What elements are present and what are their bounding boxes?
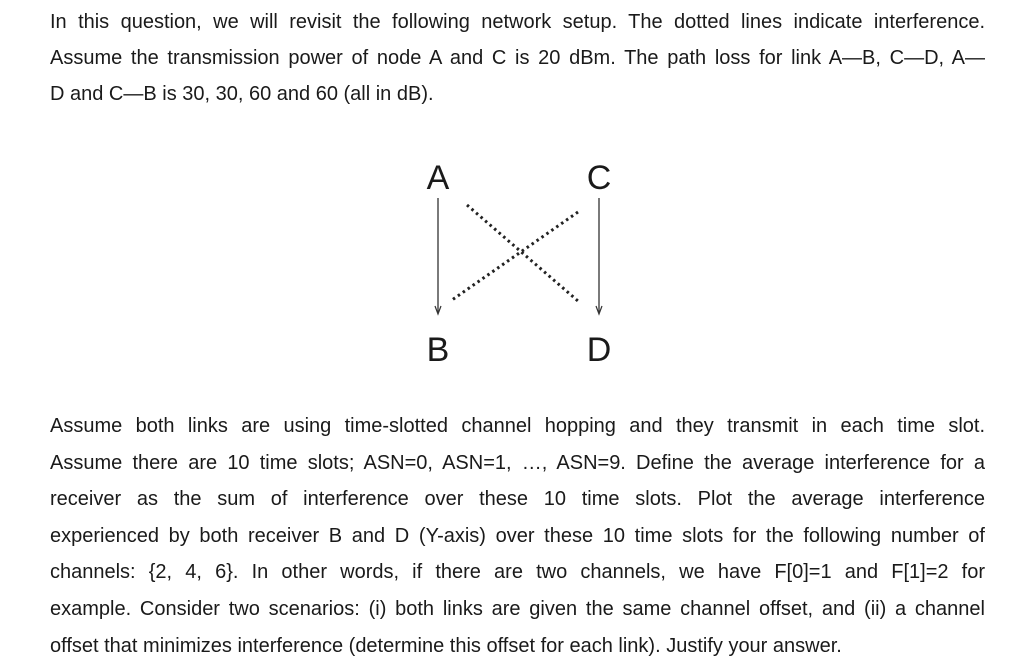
intro-paragraph [50, 4, 985, 112]
interference-a-d [467, 205, 578, 301]
link-a-b-arrowhead [435, 306, 441, 314]
question-line-4: experienced by both receiver B and D (Y-axis) over these 10 time slots for the following number of [50, 524, 985, 547]
intro-line-2: Assume the transmission power of node A and C is 20 dBm. The path loss for link A—B, C—D, A— [50, 47, 985, 69]
node-a-label: A [426, 159, 450, 197]
node-b-label: B [426, 331, 450, 369]
question-line-6: example. Consider two scenarios: (i) both links are given the same channel offset, and (ii) a channel [50, 597, 985, 620]
question-line-5: channels: {2, 4, 6}. In other words, if there are two channels, we have F[0]=1 and F[1]=2 for [50, 561, 985, 584]
node-d-label: D [586, 331, 612, 369]
node-c-label: C [586, 159, 612, 197]
question-line-7: offset that minimizes interference (determine this offset for each link). Justify your answer. [50, 634, 842, 657]
question-line-3: receiver as the sum of interference over these 10 time slots. Plot the average interference [50, 488, 985, 511]
question-line-1: Assume both links are using time-slotted channel hopping and they transmit in each time slot. [50, 415, 985, 437]
link-c-d-arrowhead [596, 306, 602, 314]
intro-line-1: In this question, we will revisit the following network setup. The dotted lines indicate interference. [50, 11, 985, 33]
intro-line-3: D and C—B is 30, 30, 60 and 60 (all in dB). [50, 83, 434, 105]
question-line-2: Assume there are 10 time slots; ASN=0, ASN=1, …, ASN=9. Define the average interference for a [50, 451, 985, 474]
interference-c-b [452, 212, 578, 300]
question-paragraph [50, 408, 985, 664]
